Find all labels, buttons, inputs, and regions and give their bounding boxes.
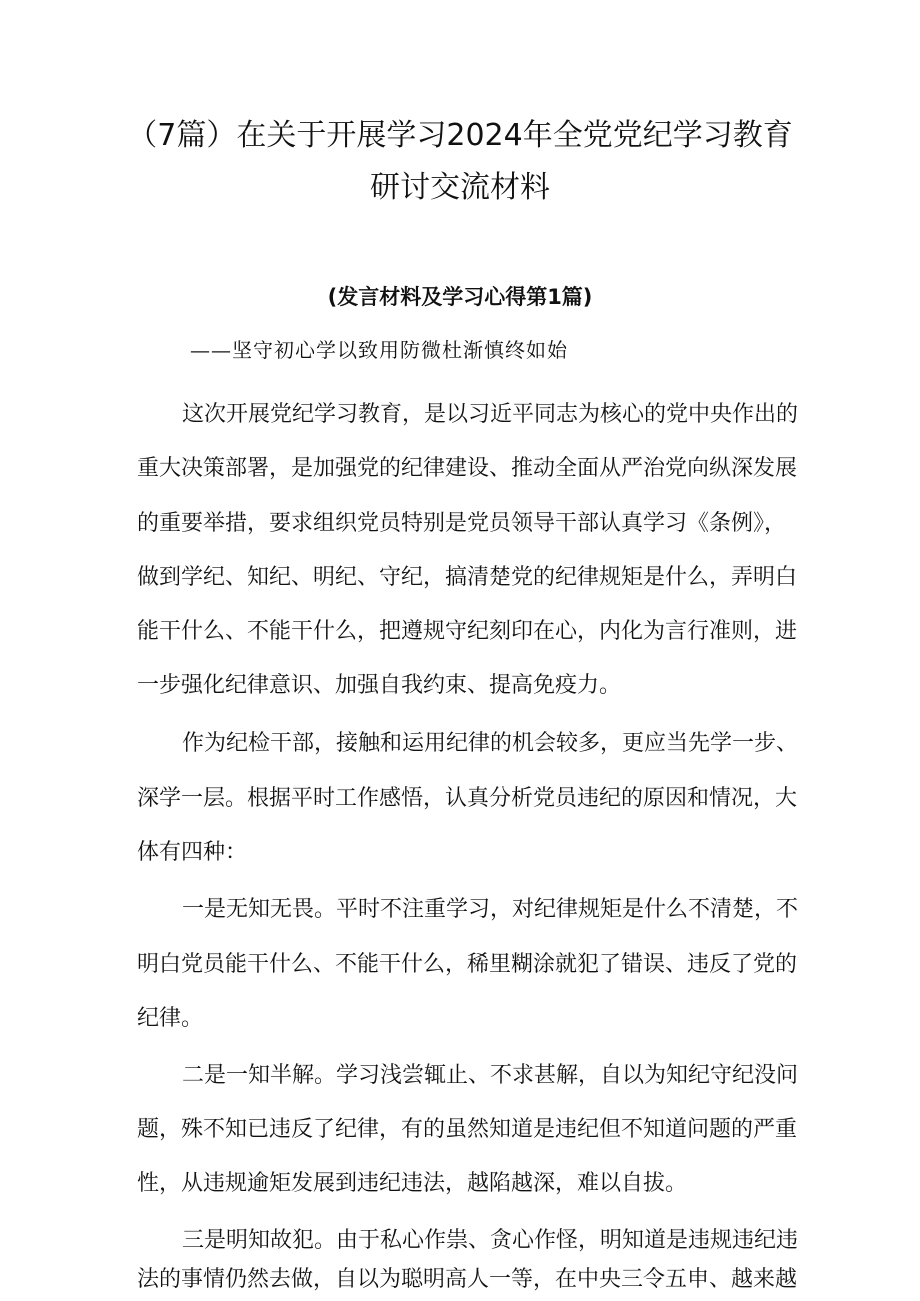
paragraph-1-line-2: 重大决策部署，是加强党的纪律建设、推动全面从严治党向纵深发展 xyxy=(137,456,798,481)
paragraph-4-line-3: 性，从违规逾矩发展到违纪违法，越陷越深，难以自拔。 xyxy=(137,1171,688,1196)
paragraph-2-line-2: 深学一层。根据平时工作感悟，认真分析党员违纪的原因和情况，大 xyxy=(137,786,798,811)
paragraph-2-line-3: 体有四种： xyxy=(137,840,248,865)
paragraph-3-line-1: 一是无知无畏。平时不注重学习，对纪律规矩是什么不清楚，不 xyxy=(182,897,799,922)
document-title-line-2: 研讨交流材料 xyxy=(370,170,550,205)
paragraph-3-line-3: 纪律。 xyxy=(137,1006,204,1031)
paragraph-5-line-1: 三是明知故犯。由于私心作祟、贪心作怪，明知道是违规违纪违 xyxy=(182,1228,799,1253)
paragraph-3-line-2: 明白党员能干什么、不能干什么，稀里糊涂就犯了错误、违反了党的 xyxy=(137,952,798,977)
paragraph-4-line-2: 题，殊不知已违反了纪律，有的虽然知道是违纪但不知道问题的严重 xyxy=(137,1117,798,1142)
paragraph-5-line-2: 法的事情仍然去做，自以为聪明高人一等，在中央三令五申、越来越 xyxy=(137,1267,798,1292)
paragraph-2-line-1: 作为纪检干部，接触和运用纪律的机会较多，更应当先学一步、 xyxy=(182,731,799,756)
section-motto: ——坚守初心学以致用防微杜渐慎终如始 xyxy=(190,338,568,362)
paragraph-1-line-6: 一步强化纪律意识、加强自我约束、提高免疫力。 xyxy=(137,673,622,698)
paragraph-1-line-1: 这次开展党纪学习教育，是以习近平同志为核心的党中央作出的 xyxy=(182,402,799,427)
paragraph-1-line-3: 的重要举措，要求组织党员特别是党员领导干部认真学习《条例》， xyxy=(137,511,787,536)
paragraph-4-line-1: 二是一知半解。学习浅尝辄止、不求甚解，自以为知纪守纪没问 xyxy=(182,1063,799,1088)
section-subtitle: (发言材料及学习心得第1篇) xyxy=(327,285,593,309)
paragraph-1-line-4: 做到学纪、知纪、明纪、守纪，搞清楚党的纪律规矩是什么，弄明白 xyxy=(137,565,798,590)
paragraph-1-line-5: 能干什么、不能干什么，把遵规守纪刻印在心，内化为言行准则，进 xyxy=(137,619,798,644)
document-title-line-1: （7篇）在关于开展学习2024年全党党纪学习教育 xyxy=(127,118,793,153)
